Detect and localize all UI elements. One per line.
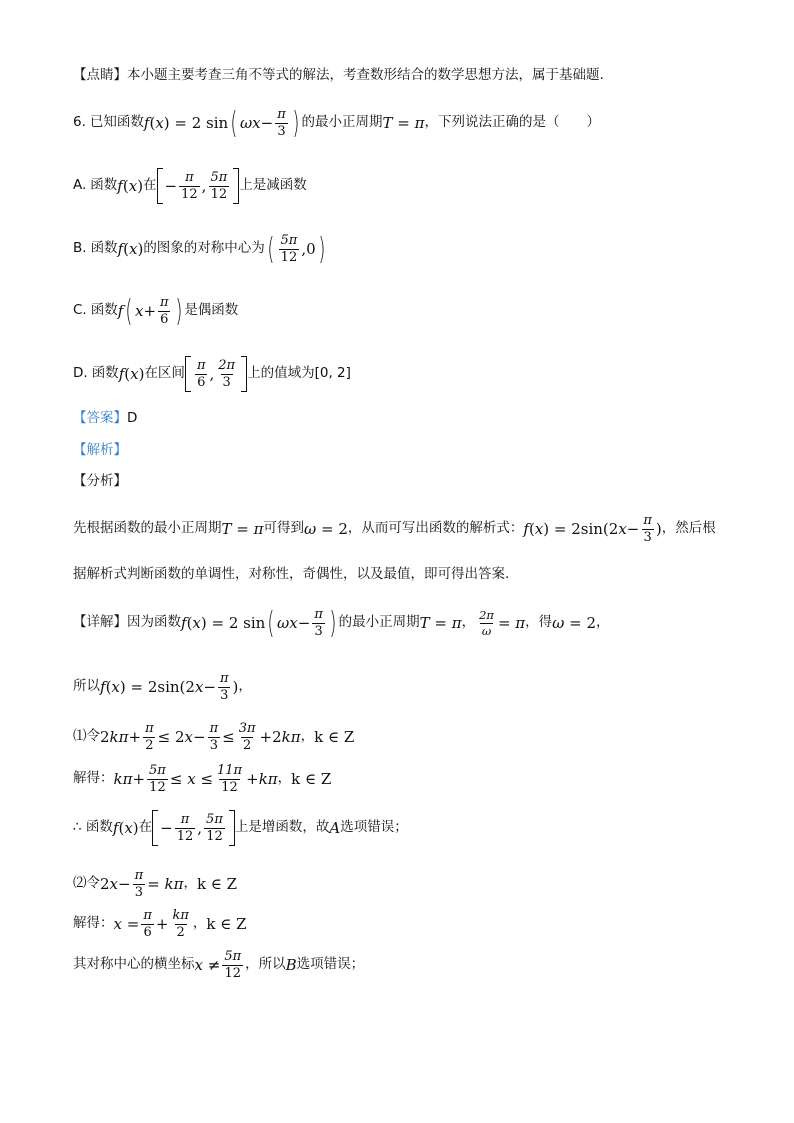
detail-b: 的最小正周期 <box>338 614 420 631</box>
step2-solve-line: 解得： x = $\frac{\pi}{6}$ + $\frac{k\pi}{2}$ ， k ∈ Z <box>73 907 247 940</box>
jiexi-label: 【解析】 <box>73 442 127 458</box>
option-c-pre: 函数 <box>90 302 118 319</box>
step2-a: 令 <box>86 875 100 892</box>
option-a-mid: 在 <box>143 177 157 194</box>
step1-con-e: 选项错误； <box>340 819 408 836</box>
fenxi-label: 【分析】 <box>73 473 127 489</box>
option-d: D. 函数 f ( x ) 在区间 $\frac{\pi}{6}$ , $\frac{2\pi}{3}$ 上的值域为[0, 2] <box>73 354 351 394</box>
step2-c: k ∈ Z <box>196 874 238 893</box>
step1-con-b: 在 <box>138 819 153 836</box>
q6-number: 6. <box>73 114 86 131</box>
option-a: A. 函数 f ( x ) 在 − $\frac{\pi}{12}$ , $\frac{5\pi}{12}$ 上是减函数 <box>73 166 307 206</box>
step2-solve-a: 解得： <box>73 915 114 932</box>
option-c-label: C. <box>73 302 87 319</box>
step2-b: ， <box>183 875 197 892</box>
suoyi-line: 所以 f ( x ) = 2sin(2 x − $\frac{\pi}{3}$ ) ， <box>73 670 252 703</box>
step2-num: ⑵ <box>73 875 87 892</box>
dianjing-label: 【点睛】 <box>73 67 127 83</box>
option-a-label: A. <box>73 177 87 194</box>
question-6: 6. 已知函数 f ( x ) = 2 sin ( ωx − $\frac{\pi}{3}$ ) 的最小正周期 T = π ，下列说法正确的是（ ） <box>73 105 600 141</box>
analysis1-b: 可得到 <box>263 520 304 537</box>
jiexi-line <box>73 444 127 458</box>
answer-label: 【答案】 <box>73 410 127 426</box>
q6-pre: 已知函数 <box>89 114 144 131</box>
step1-con-c: 上是增函数，故 <box>234 819 330 836</box>
suoyi-b: ， <box>238 678 252 695</box>
detail-a: 因为函数 <box>127 614 181 631</box>
step2-conclusion-line: 其对称中心的横坐标 x ≠ $\frac{5\pi}{12}$ ，所以 B 选项错误； <box>73 948 365 981</box>
answer-line <box>73 412 137 426</box>
fenxi-line <box>73 475 127 489</box>
option-d-label: D. <box>73 365 88 382</box>
analysis-line-1: 先根据函数的最小正周期 T = π 可得到 ω = 2 ，从而可写出函数的解析式： f ( x ) = 2sin(2 x − $\frac{\pi}{3}$ ) ，然后根 <box>73 512 716 545</box>
step2-con-c: B <box>285 955 297 974</box>
step2-solve-c: k ∈ Z <box>206 914 247 933</box>
detail-c: ， <box>461 614 476 631</box>
option-b-pre: 函数 <box>90 240 118 257</box>
option-a-post: 上是减函数 <box>239 177 307 194</box>
option-d-post: 上的值域为[0, 2] <box>247 365 351 382</box>
answer-value: D <box>127 410 138 426</box>
step2-line: ⑵ 令 2 x − $\frac{\pi}{3}$ = kπ ， k ∈ Z <box>73 867 238 900</box>
step2-con-a: 其对称中心的横坐标 <box>73 956 195 973</box>
step1-con-a: ∴ 函数 <box>73 819 113 836</box>
analysis1-d: ，然后根 <box>661 520 716 537</box>
detail-label: 【详解】 <box>73 614 127 631</box>
option-d-mid: 在区间 <box>144 365 185 382</box>
step1-solve-c: k ∈ Z <box>291 769 332 788</box>
analysis2-text: 据解析式判断函数的单调性，对称性，奇偶性，以及最值，即可得出答案. <box>73 566 510 582</box>
step2-solve-b: ， <box>192 915 207 932</box>
step1-num: ⑴ <box>73 728 87 745</box>
step1-solve-line: 解得： kπ + $\frac{5\pi}{12}$ ≤ x ≤ $\frac{11\pi}{12}$ + kπ ， k ∈ Z <box>73 762 332 795</box>
q6-post-b: ，下列说法正确的是（ ） <box>424 114 600 131</box>
step1-conclusion-line: ∴ 函数 f ( x ) 在 − $\frac{\pi}{12}$ , $\frac{5\pi}{12}$ 上是增函数，故 A 选项错误； <box>73 808 408 848</box>
step2-con-d: 选项错误； <box>296 956 365 973</box>
option-b-label: B. <box>73 240 87 257</box>
option-c: C. 函数 f ( x + $\frac{\pi}{6}$ ) 是偶函数 <box>73 293 239 329</box>
q6-post-a: 的最小正周期 <box>301 114 383 131</box>
step1-line: ⑴ 令 2 kπ + $\frac{\pi}{2}$ ≤ 2 x − $\frac{\pi}{3}$ ≤ $\frac{3\pi}{2}$ +2 kπ ， k ∈ Z <box>73 720 355 753</box>
step1-solve-b: ， <box>277 770 292 787</box>
detail-e: ， <box>596 614 610 631</box>
option-a-pre: 函数 <box>90 177 118 194</box>
step1-solve-a: 解得： <box>73 770 114 787</box>
detail-d: ，得 <box>525 614 553 631</box>
step1-c: k ∈ Z <box>314 727 355 746</box>
option-b-mid: 的图象的对称中心为 <box>143 240 265 257</box>
analysis-line-2 <box>73 568 509 582</box>
step1-con-d: A <box>329 818 341 837</box>
analysis1-a: 先根据函数的最小正周期 <box>73 520 222 537</box>
step1-b: ， <box>300 728 315 745</box>
step2-con-b: ，所以 <box>245 956 286 973</box>
suoyi-a: 所以 <box>73 678 100 695</box>
step1-a: 令 <box>86 728 100 745</box>
dianjing-line <box>73 69 604 83</box>
option-d-pre: 函数 <box>91 365 119 382</box>
detail-line: 【详解】 因为函数 f ( x ) = 2 sin ( ωx − $\frac{\pi}{3}$ ) 的最小正周期 T = π ， $\frac{2\pi}{\omega}$ = π ，得 ω = 2 ， <box>73 605 610 641</box>
option-c-post: 是偶函数 <box>184 302 239 319</box>
dianjing-text: 本小题主要考查三角不等式的解法，考查数形结合的数学思想方法，属于基础题. <box>127 67 604 83</box>
option-b: B. 函数 f ( x ) 的图象的对称中心为 ( $\frac{5\pi}{12}$ ,0 ) <box>73 231 326 267</box>
analysis1-c: ，从而可写出函数的解析式： <box>347 520 524 537</box>
